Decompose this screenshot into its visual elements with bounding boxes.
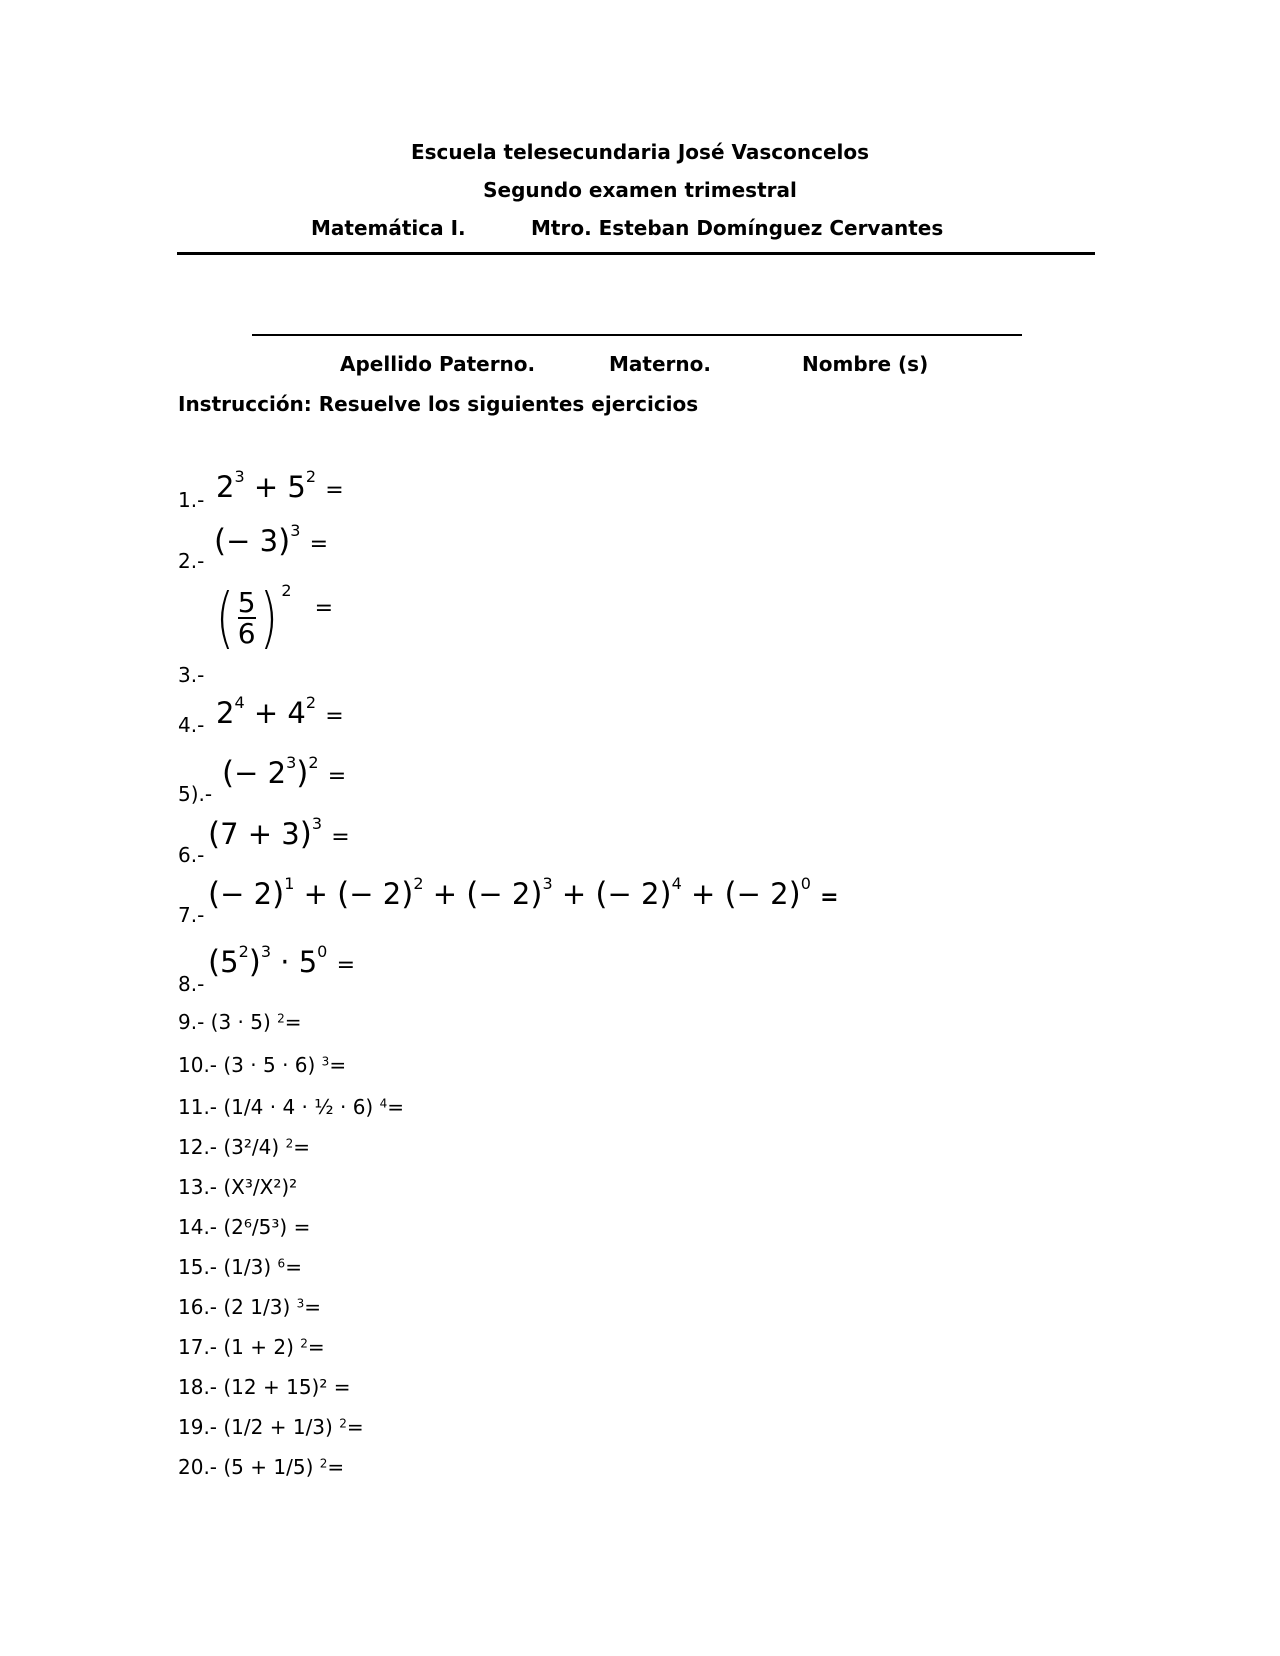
exercise-1-expression: $2^3 + 5^2$ = bbox=[216, 466, 344, 504]
exercise-2-expression: (− 3)$^3$ = bbox=[214, 520, 329, 559]
exercise-19: 19.- (1/2 + 1/3) $^2$= bbox=[178, 1415, 364, 1439]
exercise-5-number: 5).- bbox=[178, 782, 213, 806]
exercise-8-number: 8.- bbox=[178, 972, 205, 996]
school-title: Escuela telesecundaria José Vasconcelos bbox=[410, 140, 870, 164]
exercise-13: 13.- (X³/X²)² bbox=[178, 1175, 298, 1199]
teacher-label: Mtro. Esteban Domínguez Cervantes bbox=[531, 216, 944, 240]
exercise-3-number: 3.- bbox=[178, 663, 205, 687]
exercise-9: 9.- (3 · 5) $^2$= bbox=[178, 1010, 302, 1034]
exercise-14: 14.- (2⁶/5³) = bbox=[178, 1215, 311, 1239]
exercise-5-expression: (− $2^3)^2$ = bbox=[222, 752, 347, 791]
instruction: Instrucción: Resuelve los siguientes ejercicios bbox=[178, 392, 699, 416]
exercise-17: 17.- (1 + 2) $^2$= bbox=[178, 1335, 325, 1359]
names-label: Nombre (s) bbox=[802, 352, 929, 376]
exercise-11: 11.- (1/4 · 4 · ½ · 6) $^4$= bbox=[178, 1095, 404, 1119]
exercise-20: 20.- (5 + 1/5) $^2$= bbox=[178, 1455, 345, 1479]
exercise-7-number: 7.- bbox=[178, 903, 205, 927]
exercise-10: 10.- (3 · 5 · 6) $^3$= bbox=[178, 1053, 347, 1077]
name-line bbox=[252, 334, 1022, 336]
exercise-6-expression: $(7 + 3)^3$ = bbox=[208, 813, 350, 852]
exercise-2-number: 2.- bbox=[178, 549, 205, 573]
exercise-1-number: 1.- bbox=[178, 488, 205, 512]
header-rule bbox=[177, 252, 1095, 255]
exercise-4-expression: $2^4 + 4^2$ = bbox=[216, 692, 344, 730]
exam-title: Segundo examen trimestral bbox=[483, 178, 797, 202]
exercise-8-expression: $(5^2)^3 \cdot 5^0$ = bbox=[208, 941, 355, 980]
exercise-6-number: 6.- bbox=[178, 843, 205, 867]
exercise-15: 15.- (1/3) $^6$= bbox=[178, 1255, 302, 1279]
exercise-3-expression: ( $\frac{5}{6}$ ) 2 = bbox=[215, 579, 334, 656]
subject-label: Matemática I. bbox=[311, 216, 466, 240]
maternal-label: Materno. bbox=[609, 352, 711, 376]
exercise-18: 18.- (12 + 15)² = bbox=[178, 1375, 351, 1399]
exercise-12: 12.- (3²/4) $^2$= bbox=[178, 1135, 310, 1159]
exercise-7-expression: (− 2)$^1$ + (− 2)$^2$ + (− 2)$^3$ + (− 2)$^4$ + (− 2)$^0$ = bbox=[208, 873, 839, 912]
exercise-4-number: 4.- bbox=[178, 713, 205, 737]
exercise-16: 16.- (2 1/3) $^3$= bbox=[178, 1295, 322, 1319]
paternal-label: Apellido Paterno. bbox=[340, 352, 536, 376]
